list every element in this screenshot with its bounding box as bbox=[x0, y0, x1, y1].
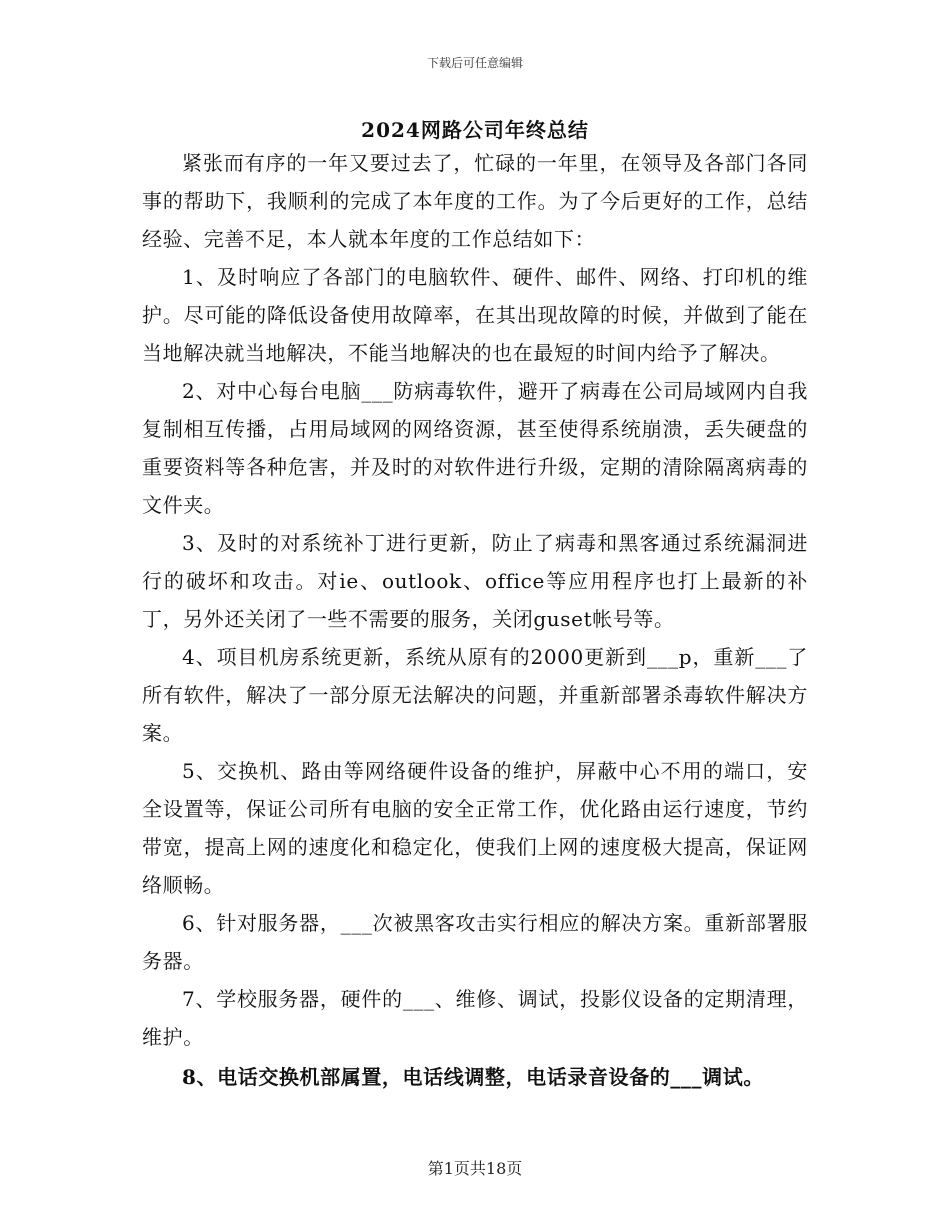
document-title: 2024网路公司年终总结 bbox=[361, 118, 589, 142]
document-body bbox=[142, 144, 808, 1096]
page-footer: 第1页共18页 bbox=[427, 1159, 523, 1178]
paragraph-intro: 紧张而有序的一年又要过去了，忙碌的一年里，在领导及各部门各同事的帮助下，我顺利的完成了本年度的工作。为了今后更好的工作，总结经验、完善不足，本人就本年度的工作总结如下： bbox=[142, 151, 808, 251]
paragraph-item-8: 8、电话交换机部属置，电话线调整，电话录音设备的___调试。 bbox=[182, 1065, 764, 1089]
paragraph-item-6: 6、针对服务器，___次被黑客攻击实行相应的解决方案。重新部署服务器。 bbox=[142, 911, 808, 973]
paragraph-item-5: 5、交换机、路由等网络硬件设备的维护，屏蔽中心不用的端口，安全设置等，保证公司所有电脑的安全正常工作，优化路由运行速度，节约带宽，提高上网的速度化和稳定化，使我们上网的速度极大提高，保证网络顺畅。 bbox=[142, 759, 808, 897]
paragraph-item-3: 3、及时的对系统补丁进行更新，防止了病毒和黑客通过系统漏洞进行的破坏和攻击。对ie、outlook、office等应用程序也打上最新的补丁，另外还关闭了一些不需要的服务，关闭guset帐号等。 bbox=[142, 531, 808, 631]
paragraph-item-2: 2、对中心每台电脑___防病毒软件，避开了病毒在公司局域网内自我复制相互传播，占用局域网的网络资源，甚至使得系统崩溃，丢失硬盘的重要资料等各种危害，并及时的对软件进行升级，定期的清除隔离病毒的文件夹。 bbox=[142, 379, 808, 517]
paragraph-item-4: 4、项目机房系统更新，系统从原有的2000更新到___p，重新___了所有软件，解决了一部分原无法解决的问题，并重新部署杀毒软件解决方案。 bbox=[142, 645, 808, 745]
header-note: 下载后可任意编辑 bbox=[426, 56, 523, 70]
paragraph-item-7: 7、学校服务器，硬件的___、维修、调试，投影仪设备的定期清理，维护。 bbox=[142, 987, 808, 1049]
paragraph-item-1: 1、及时响应了各部门的电脑软件、硬件、邮件、网络、打印机的维护。尽可能的降低设备使用故障率，在其出现故障的时候，并做到了能在当地解决就当地解决，不能当地解决的也在最短的时间内给予了解决。 bbox=[142, 265, 808, 365]
